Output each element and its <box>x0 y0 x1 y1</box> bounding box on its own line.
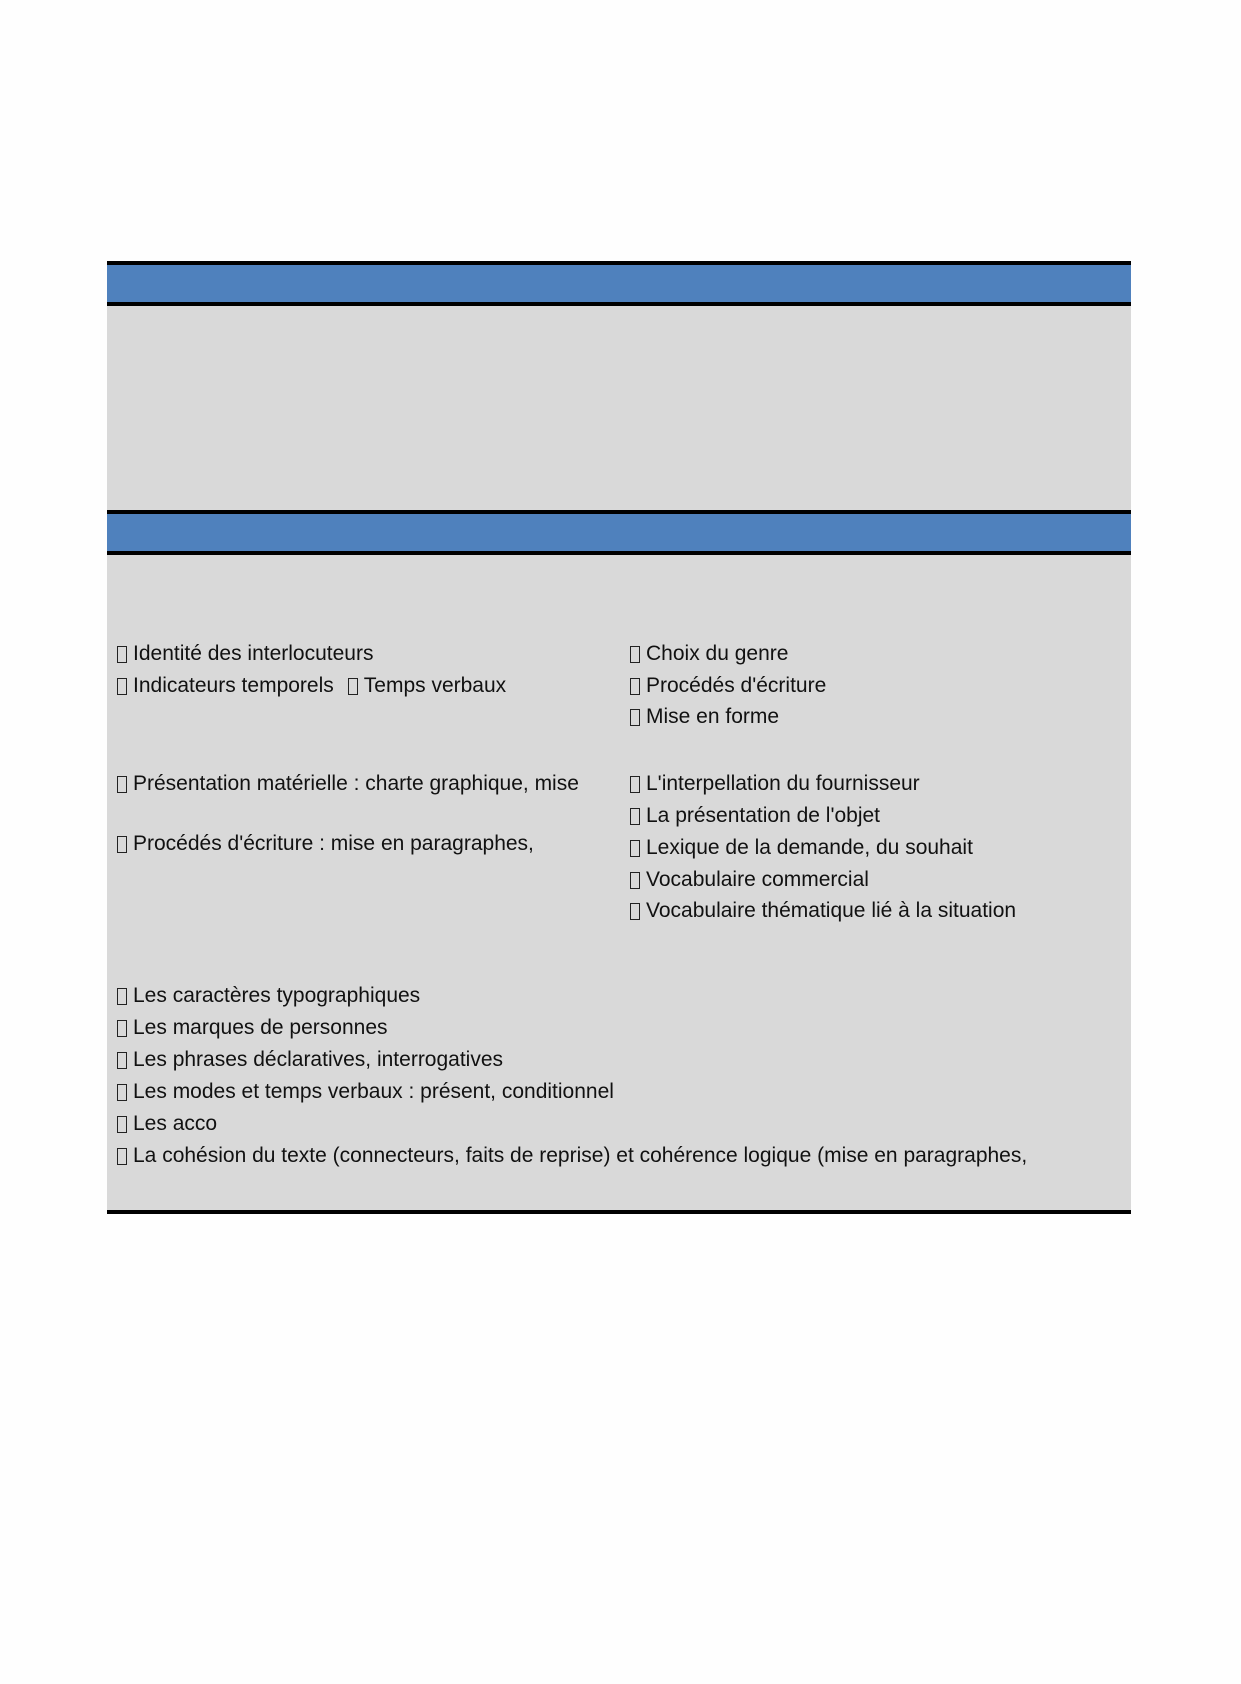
missing-glyph-box-icon <box>117 1052 127 1069</box>
missing-glyph-box-icon <box>630 678 640 695</box>
list-item: Lexique de la demande, du souhait <box>630 835 973 861</box>
list-item: Vocabulaire thématique lié à la situation <box>630 898 1016 924</box>
list-item: Procédés d'écriture <box>630 673 826 699</box>
missing-glyph-box-icon <box>630 646 640 663</box>
missing-glyph-box-icon <box>630 872 640 889</box>
missing-glyph-box-icon <box>630 808 640 825</box>
list-item: Choix du genre <box>630 641 788 667</box>
missing-glyph-box-icon <box>117 836 127 853</box>
missing-glyph-box-icon <box>117 646 127 663</box>
missing-glyph-box-icon <box>117 988 127 1005</box>
list-item: Les caractères typographiques <box>117 983 420 1009</box>
list-item: Vocabulaire commercial <box>630 867 869 893</box>
missing-glyph-box-icon <box>630 903 640 920</box>
header-band-1 <box>107 261 1131 306</box>
missing-glyph-box-icon <box>117 776 127 793</box>
missing-glyph-box-icon <box>630 776 640 793</box>
missing-glyph-box-icon <box>117 1116 127 1133</box>
list-item: L'interpellation du fournisseur <box>630 771 920 797</box>
list-item: Les marques de personnes <box>117 1015 388 1041</box>
missing-glyph-box-icon <box>348 678 358 695</box>
missing-glyph-box-icon <box>117 1084 127 1101</box>
missing-glyph-box-icon <box>117 1020 127 1037</box>
list-item: Les acco <box>117 1111 217 1137</box>
list-item: Les modes et temps verbaux : présent, conditionnel <box>117 1079 614 1105</box>
list-item: Mise en forme <box>630 704 779 730</box>
list-item: La présentation de l'objet <box>630 803 880 829</box>
list-item: Indicateurs temporels Temps verbaux <box>117 673 506 699</box>
missing-glyph-box-icon <box>630 709 640 726</box>
list-item: Les phrases déclaratives, interrogatives <box>117 1047 503 1073</box>
list-item: Présentation matérielle : charte graphique, mise <box>117 771 579 797</box>
list-item: Identité des interlocuteurs <box>117 641 373 667</box>
missing-glyph-box-icon <box>630 840 640 857</box>
header-band-2 <box>107 510 1131 555</box>
missing-glyph-box-icon <box>117 678 127 695</box>
missing-glyph-box-icon <box>117 1148 127 1165</box>
list-item: Procédés d'écriture : mise en paragraphes, <box>117 831 534 857</box>
list-item: La cohésion du texte (connecteurs, faits de reprise) et cohérence logique (mise en paragraphes, <box>117 1143 1027 1169</box>
content-panel-1 <box>107 306 1131 510</box>
